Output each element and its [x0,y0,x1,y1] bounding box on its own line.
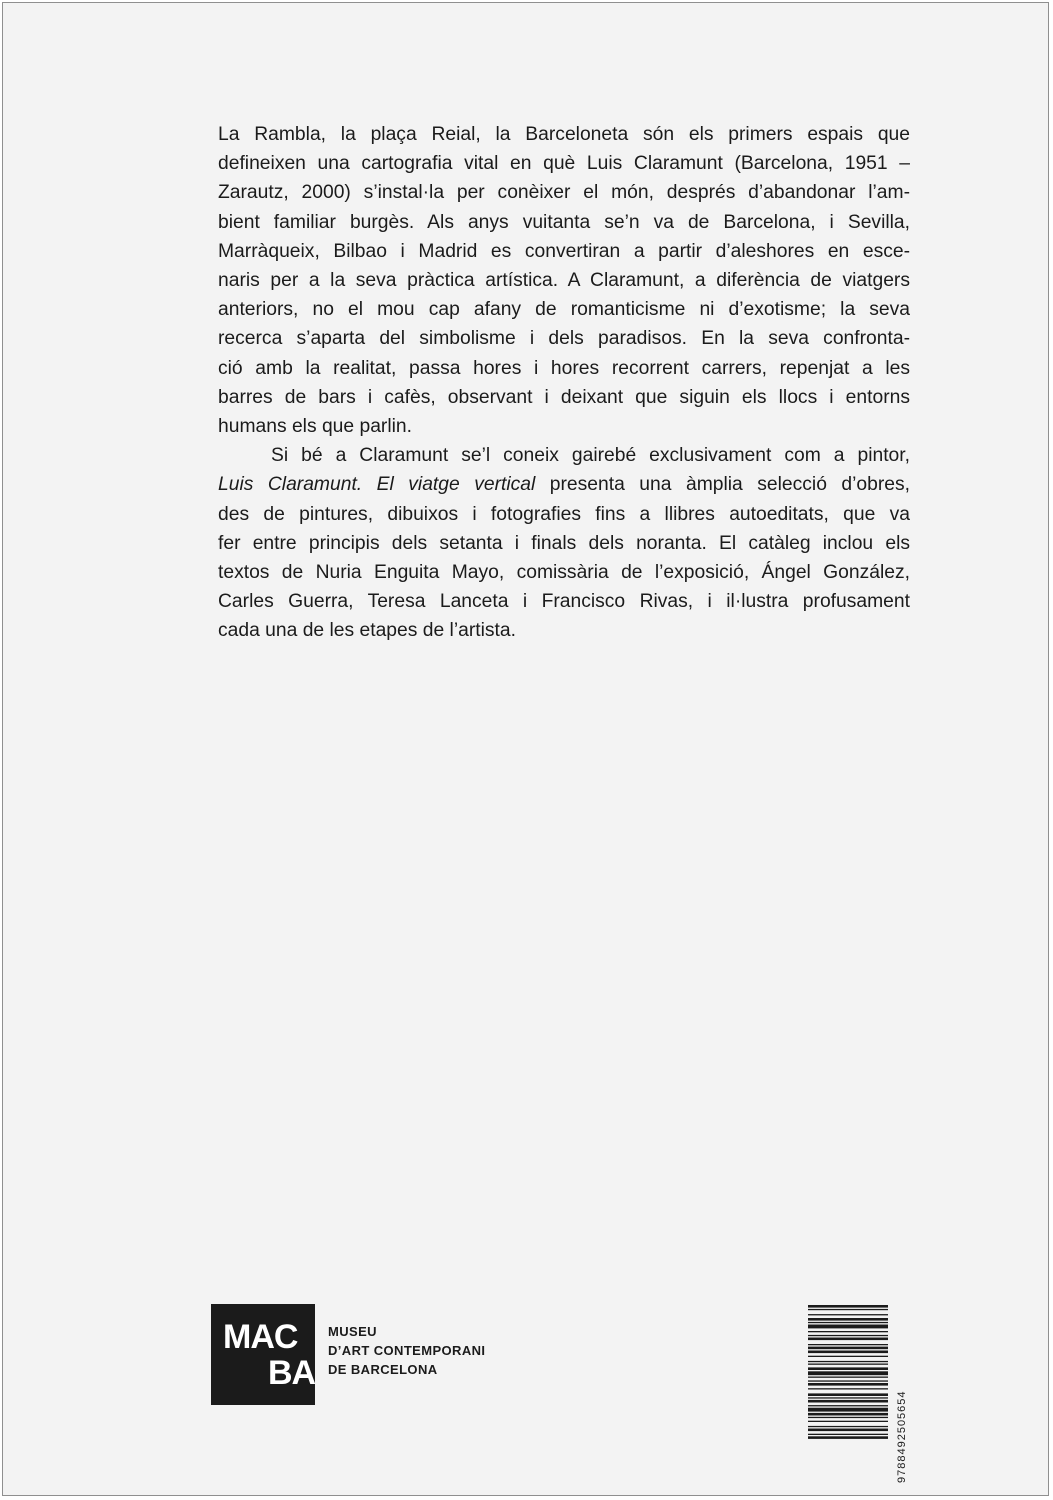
paragraph-line: des de pintures, dibuixos i fotografies fins a llibres autoeditats, que va [218,503,910,525]
barcode-bar [808,1371,888,1375]
barcode-bar [808,1388,888,1389]
paragraph-line-rest: presenta una àmplia selecció d’obres, [535,474,910,496]
paragraph-line: barres de bars i cafès, observant i deixant que siguin els llocs i entorns [218,386,910,408]
paragraph-line: defineixen una cartografia vital en què Luis Claramunt (Barcelona, 1951 – [218,153,910,175]
barcode-bar [808,1356,888,1357]
paragraph-line: bient familiar burgès. Als anys vuitanta se’n va de Barcelona, i Sevilla, [218,211,910,233]
barcode-bars [808,1303,888,1483]
barcode-bar [808,1309,888,1310]
book-title: Luis Claramunt. El viatge vertical [218,474,536,496]
blurb-paragraph-2 [218,441,910,645]
barcode-bar [808,1417,888,1418]
barcode-bar [808,1397,888,1398]
barcode-bar [808,1413,888,1416]
barcode-bar [808,1318,888,1321]
blurb-text [218,120,910,646]
barcode-bar [808,1331,888,1332]
barcode-bar [808,1325,888,1329]
paragraph-line: cada una de les etapes de l’artista. [218,620,516,642]
barcode [808,1303,908,1483]
barcode-bar [808,1400,888,1403]
paragraph-line: textos de Nuria Enguita Mayo, comissària de l’exposició, Ángel González, [218,562,910,584]
barcode-bar [808,1377,888,1378]
isbn-number: 9788492505654 [896,1390,908,1483]
paragraph-line: naris per a la seva pràctica artística. A Claramunt, a diferència de viatgers [218,270,910,292]
museum-name-line: D’ART CONTEMPORANI [328,1343,486,1358]
barcode-bar [808,1429,888,1432]
barcode-bar [808,1351,888,1354]
barcode-bar [808,1344,888,1345]
barcode-bar [808,1322,888,1323]
barcode-bar [808,1436,888,1439]
barcode-bar [808,1383,888,1386]
paragraph-line: La Rambla, la plaça Reial, la Barceloneta són els primers espais que [218,124,910,145]
barcode-bar [808,1434,888,1435]
barcode-bar [808,1335,888,1336]
barcode-bar [808,1338,888,1341]
paragraph-line: fer entre principis dels setanta i finals dels noranta. El catàleg inclou els [218,532,910,554]
barcode-bar [808,1408,888,1412]
barcode-bar [808,1393,888,1396]
logo-text-mac: MAC [223,1318,298,1356]
barcode-bar [808,1347,888,1350]
barcode-bar [808,1364,888,1365]
barcode-bar [808,1367,888,1370]
paragraph-line: Carles Guerra, Teresa Lanceta i Francisco Rivas, i il·lustra profusament [218,591,910,613]
museum-name-line: DE BARCELONA [328,1362,438,1377]
paragraph-line: anteriors, no el mou cap afany de romanticisme ni d’exotisme; la seva [218,299,910,321]
paragraph-line: recerca s’aparta del simbolisme i dels paradisos. En la seva confronta- [218,328,910,350]
paragraph-line: Si bé a Claramunt se’l coneix gairebé exclusivament com a pintor, [271,445,910,467]
barcode-bar [808,1305,888,1308]
barcode-bar [808,1380,888,1381]
paragraph-line: ció amb la realitat, passa hores i hores recorrent carrers, repenjat a les [218,357,910,379]
paragraph-line [218,470,910,499]
barcode-bar [808,1421,888,1422]
barcode-bar [808,1426,888,1427]
macba-logo [211,1304,315,1405]
barcode-bar [808,1361,888,1362]
museum-name-line: MUSEU [328,1324,377,1339]
paragraph-line: Zarautz, 2000) s’instal·la per conèixer el món, després d’abandonar l’am- [218,182,910,204]
blurb-paragraph-1 [218,120,910,441]
barcode-bar [808,1405,888,1406]
logo-text-ba: BA [268,1354,316,1392]
paragraph-line: Marràqueix, Bilbao i Madrid es convertiran a partir d’aleshores en esce- [218,240,910,262]
barcode-bar [808,1314,888,1315]
paragraph-line: humans els que parlin. [218,416,412,438]
museum-name [328,1322,485,1379]
